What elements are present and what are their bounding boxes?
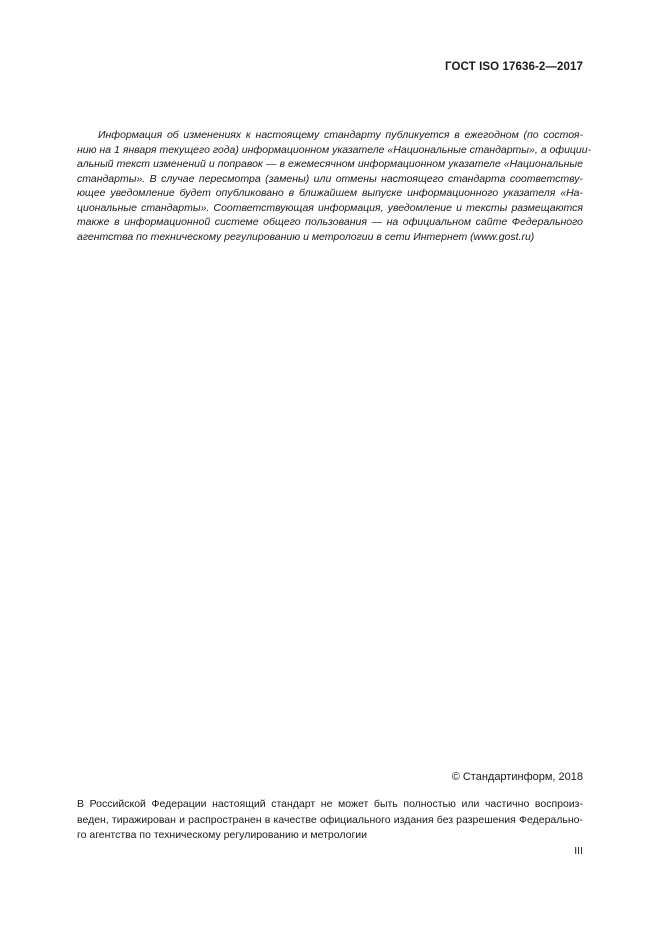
page-number: III [574,845,583,857]
legal-notice-line: В Российской Федерации настоящий стандарт не может быть полностью или частично воспроиз- [77,798,583,810]
info-notice-line: нию на 1 января текущего года) информационном указателе «Национальные стандарты», а официи- [77,143,592,156]
info-notice-paragraph [77,128,592,244]
legal-notice-paragraph [77,797,583,844]
legal-notice-line: го агентства по техническому регулированию и метрологии [77,829,368,841]
copyright-notice: © Стандартинформ, 2018 [451,771,583,783]
info-notice-line: стандарты». В случае пересмотра (замены) или отмены настоящего стандарта соответству- [77,172,583,185]
info-notice-line: ющее уведомление будет опубликовано в ближайшем выпуске информационного указателя «На- [77,187,583,199]
info-notice-line: агентства по техническому регулированию и метрологии в сети Интернет (www.gost.ru) [77,230,535,243]
info-notice-line: Информация об изменениях к настоящему стандарту публикуется в ежегодном (по состоя- [98,129,583,141]
info-notice-line: циональные стандарты». Соответствующая информация, уведомление и тексты размещаются [77,201,583,214]
legal-notice-line: веден, тиражирован и распространен в качестве официального издания без разрешения Федерально- [77,813,583,826]
info-notice-line: альный текст изменений и поправок — в ежемесячном информационном указателе «Национальные [77,158,583,170]
document-code-header: ГОСТ ISO 17636-2—2017 [445,61,583,73]
info-notice-line: также в информационной системе общего пользования — на официальном сайте Федерального [77,216,583,228]
